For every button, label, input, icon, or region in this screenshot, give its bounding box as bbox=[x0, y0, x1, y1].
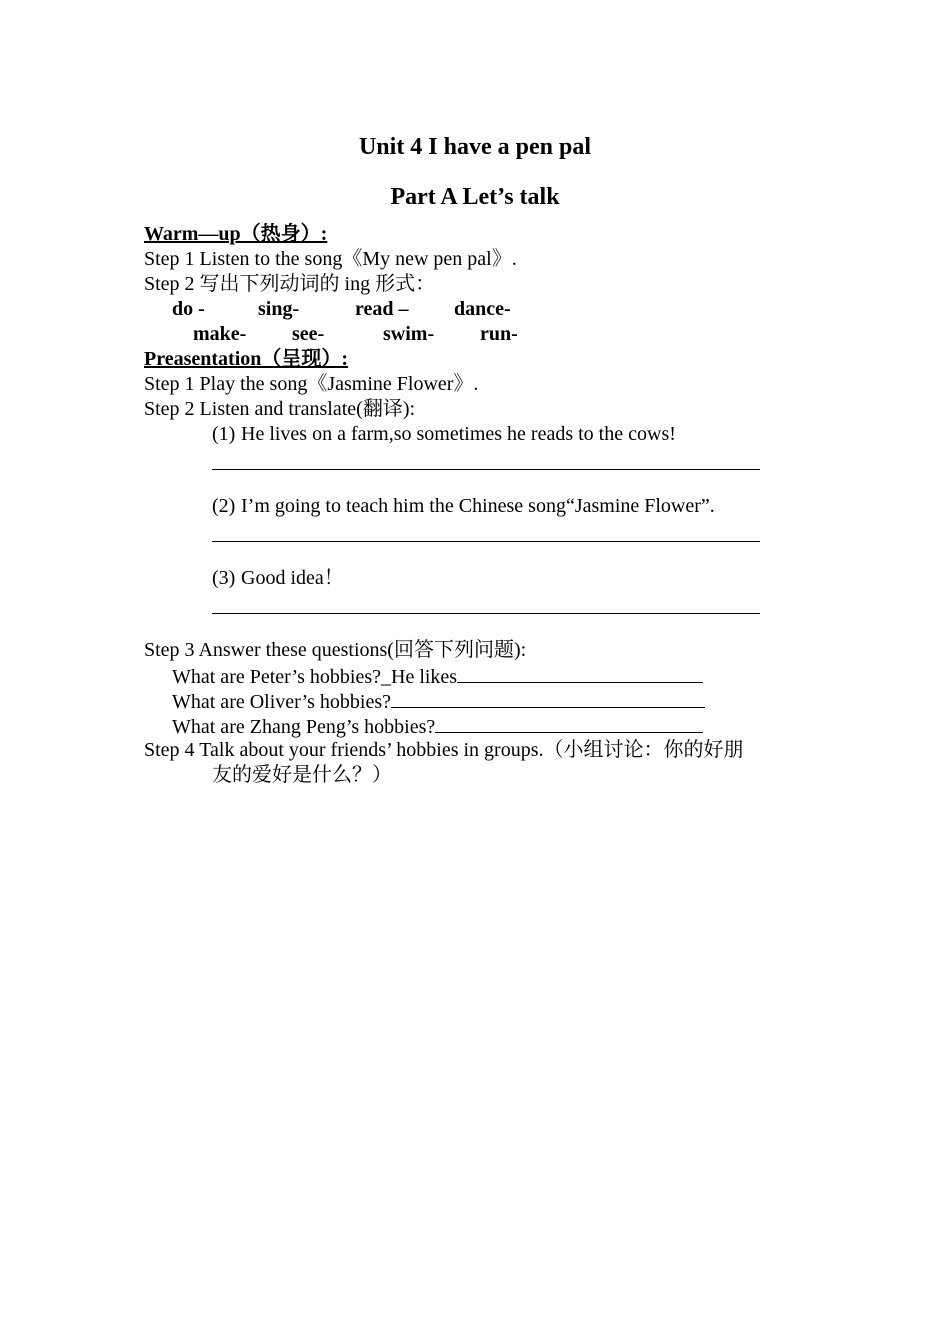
question-1 bbox=[144, 663, 824, 688]
translation-answer-line-1[interactable] bbox=[144, 469, 824, 494]
sentence-number: (3) bbox=[212, 567, 236, 589]
question-text: What are Zhang Peng’s hobbies? bbox=[172, 716, 436, 738]
sentence-number: (2) bbox=[212, 495, 236, 517]
question-3 bbox=[144, 713, 824, 738]
translate-sentence-1 bbox=[144, 422, 824, 447]
verb-item: do - bbox=[172, 298, 205, 320]
sentence-text: Good idea！ bbox=[241, 567, 344, 589]
verb-item: make- bbox=[193, 323, 247, 345]
page-subtitle: Part A Let’s talk bbox=[390, 184, 560, 210]
answer-blank-3[interactable] bbox=[435, 713, 703, 733]
answer-blank-2[interactable] bbox=[391, 688, 705, 708]
presentation-step1: Step 1 Play the song《Jasmine Flower》. bbox=[144, 373, 479, 395]
question-2 bbox=[144, 688, 824, 713]
warmup-step1: Step 1 Listen to the song《My new pen pal》. bbox=[144, 248, 517, 270]
verb-item: read – bbox=[355, 298, 409, 320]
sentence-text: I’m going to teach him the Chinese song“Jasmine Flower”. bbox=[241, 495, 715, 517]
question-text: What are Peter’s hobbies?_He likes bbox=[172, 666, 458, 688]
answer-blank-1[interactable] bbox=[457, 663, 703, 683]
verbs-row-2 bbox=[144, 322, 824, 347]
presentation-step4: Step 4 Talk about your friends’ hobbies in groups.（小组讨论：你的好朋 bbox=[144, 739, 744, 761]
presentation-step3: Step 3 Answer these questions(回答下列问题): bbox=[144, 639, 527, 661]
verb-item: run- bbox=[480, 323, 518, 345]
verbs-row-1 bbox=[144, 297, 824, 322]
sentence-text: He lives on a farm,so sometimes he reads to the cows! bbox=[241, 423, 676, 445]
warmup-step2: Step 2 写出下列动词的 ing 形式： bbox=[144, 273, 436, 295]
translation-answer-line-2[interactable] bbox=[144, 541, 824, 566]
presentation-step2: Step 2 Listen and translate(翻译): bbox=[144, 398, 416, 420]
presentation-heading: Preasentation（呈现）: bbox=[144, 348, 349, 370]
translate-sentence-2 bbox=[144, 494, 824, 519]
sentence-number: (1) bbox=[212, 423, 236, 445]
verb-item: swim- bbox=[383, 323, 435, 345]
page-title: Unit 4 I have a pen pal bbox=[358, 134, 592, 160]
translation-answer-line-3[interactable] bbox=[144, 613, 824, 638]
verb-item: dance- bbox=[454, 298, 511, 320]
translate-sentence-3 bbox=[144, 566, 824, 591]
presentation-step4-continued: 友的爱好是什么？） bbox=[212, 764, 392, 786]
question-text: What are Oliver’s hobbies? bbox=[172, 691, 391, 713]
worksheet-content bbox=[144, 222, 824, 788]
verb-item: see- bbox=[292, 323, 325, 345]
warmup-heading: Warm—up（热身）: bbox=[144, 223, 328, 245]
verb-item: sing- bbox=[258, 298, 300, 320]
